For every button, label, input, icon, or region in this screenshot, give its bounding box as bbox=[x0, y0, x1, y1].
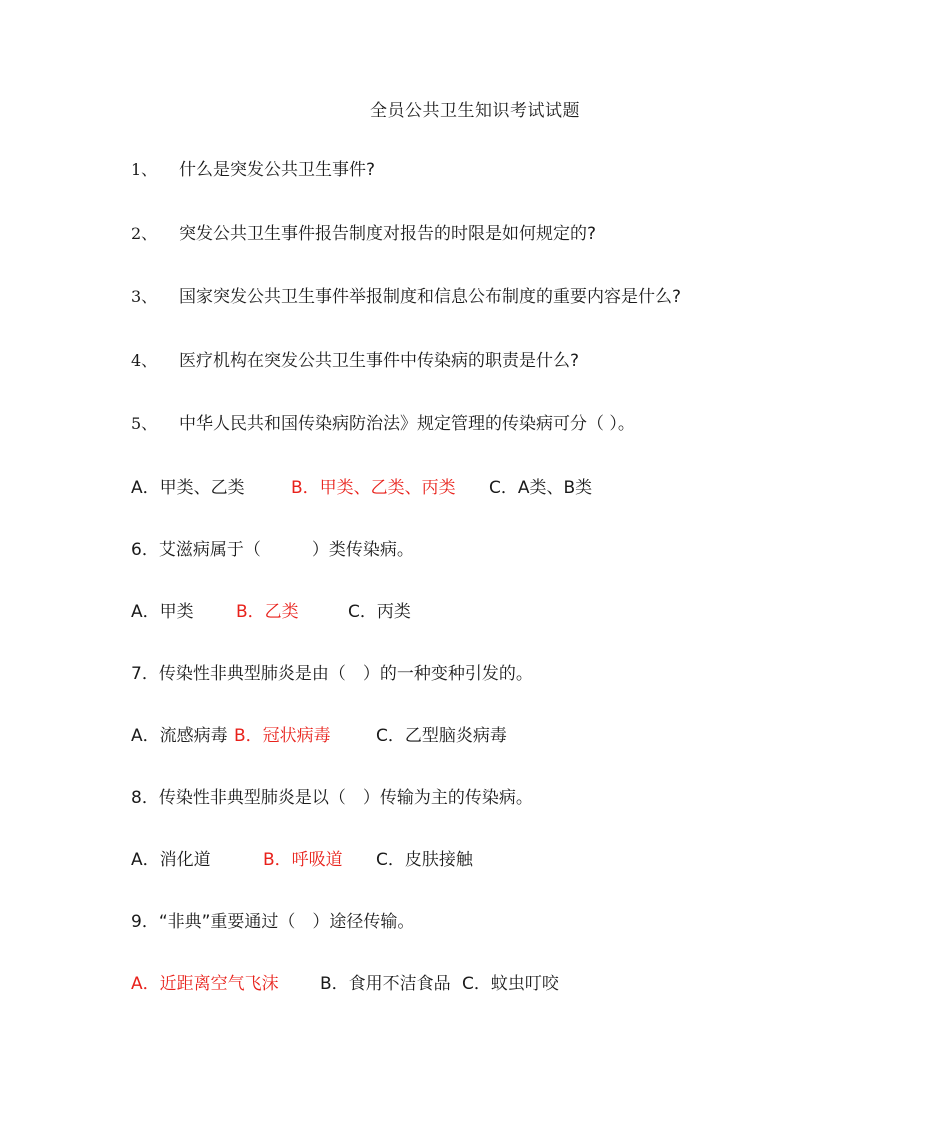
option-b-answer: B．甲类、乙类、丙类 bbox=[291, 478, 456, 498]
option-a: A．消化道 bbox=[131, 850, 211, 870]
option-a: A．甲类 bbox=[131, 602, 194, 622]
question-6: 6．艾滋病属于（ ）类传染病。 bbox=[131, 540, 414, 560]
question-text: 中华人民共和国传染病防治法》规定管理的传染病可分（ ）。 bbox=[179, 414, 635, 434]
question-text: 突发公共卫生事件报告制度对报告的时限是如何规定的? bbox=[179, 224, 597, 244]
option-c: C．丙类 bbox=[348, 602, 411, 622]
question-number: 2、 bbox=[131, 224, 158, 243]
question-5 bbox=[131, 412, 635, 436]
option-a: A．甲类、乙类 bbox=[131, 478, 245, 498]
option-b-answer: B．冠状病毒 bbox=[234, 726, 331, 746]
question-number: 4、 bbox=[131, 351, 158, 370]
option-b-answer: B．呼吸道 bbox=[263, 850, 343, 870]
q5-options bbox=[131, 476, 592, 500]
page-title: 全员公共卫生知识考试试题 bbox=[370, 101, 580, 121]
q9-options bbox=[131, 972, 559, 996]
option-a: A．流感病毒 bbox=[131, 726, 228, 746]
question-9: 9．“非典”重要通过（ ）途径传输。 bbox=[131, 912, 415, 932]
question-2 bbox=[131, 222, 596, 246]
q6-options bbox=[131, 600, 411, 624]
question-4 bbox=[131, 349, 579, 373]
option-c: C．乙型脑炎病毒 bbox=[376, 726, 507, 746]
option-a-answer: A．近距离空气飞沫 bbox=[131, 974, 279, 994]
option-b: B．食用不洁食品 bbox=[320, 974, 451, 994]
question-7: 7．传染性非典型肺炎是由（ ）的一种变种引发的。 bbox=[131, 664, 533, 684]
q7-options bbox=[131, 724, 507, 748]
option-c: C．皮肤接触 bbox=[376, 850, 473, 870]
option-b-answer: B．乙类 bbox=[236, 602, 299, 622]
option-c: C．A类、B类 bbox=[489, 478, 593, 498]
q8-options bbox=[131, 848, 473, 872]
question-number: 3、 bbox=[131, 287, 158, 306]
question-number: 1、 bbox=[131, 160, 158, 179]
question-text: 国家突发公共卫生事件举报制度和信息公布制度的重要内容是什么? bbox=[179, 287, 682, 307]
question-text: 医疗机构在突发公共卫生事件中传染病的职责是什么? bbox=[179, 351, 580, 371]
question-3 bbox=[131, 285, 681, 309]
question-1 bbox=[131, 158, 375, 182]
question-text: 什么是突发公共卫生事件? bbox=[179, 160, 376, 180]
option-c: C．蚊虫叮咬 bbox=[462, 974, 559, 994]
question-number: 5、 bbox=[131, 414, 158, 433]
question-8: 8．传染性非典型肺炎是以（ ）传输为主的传染病。 bbox=[131, 788, 533, 808]
